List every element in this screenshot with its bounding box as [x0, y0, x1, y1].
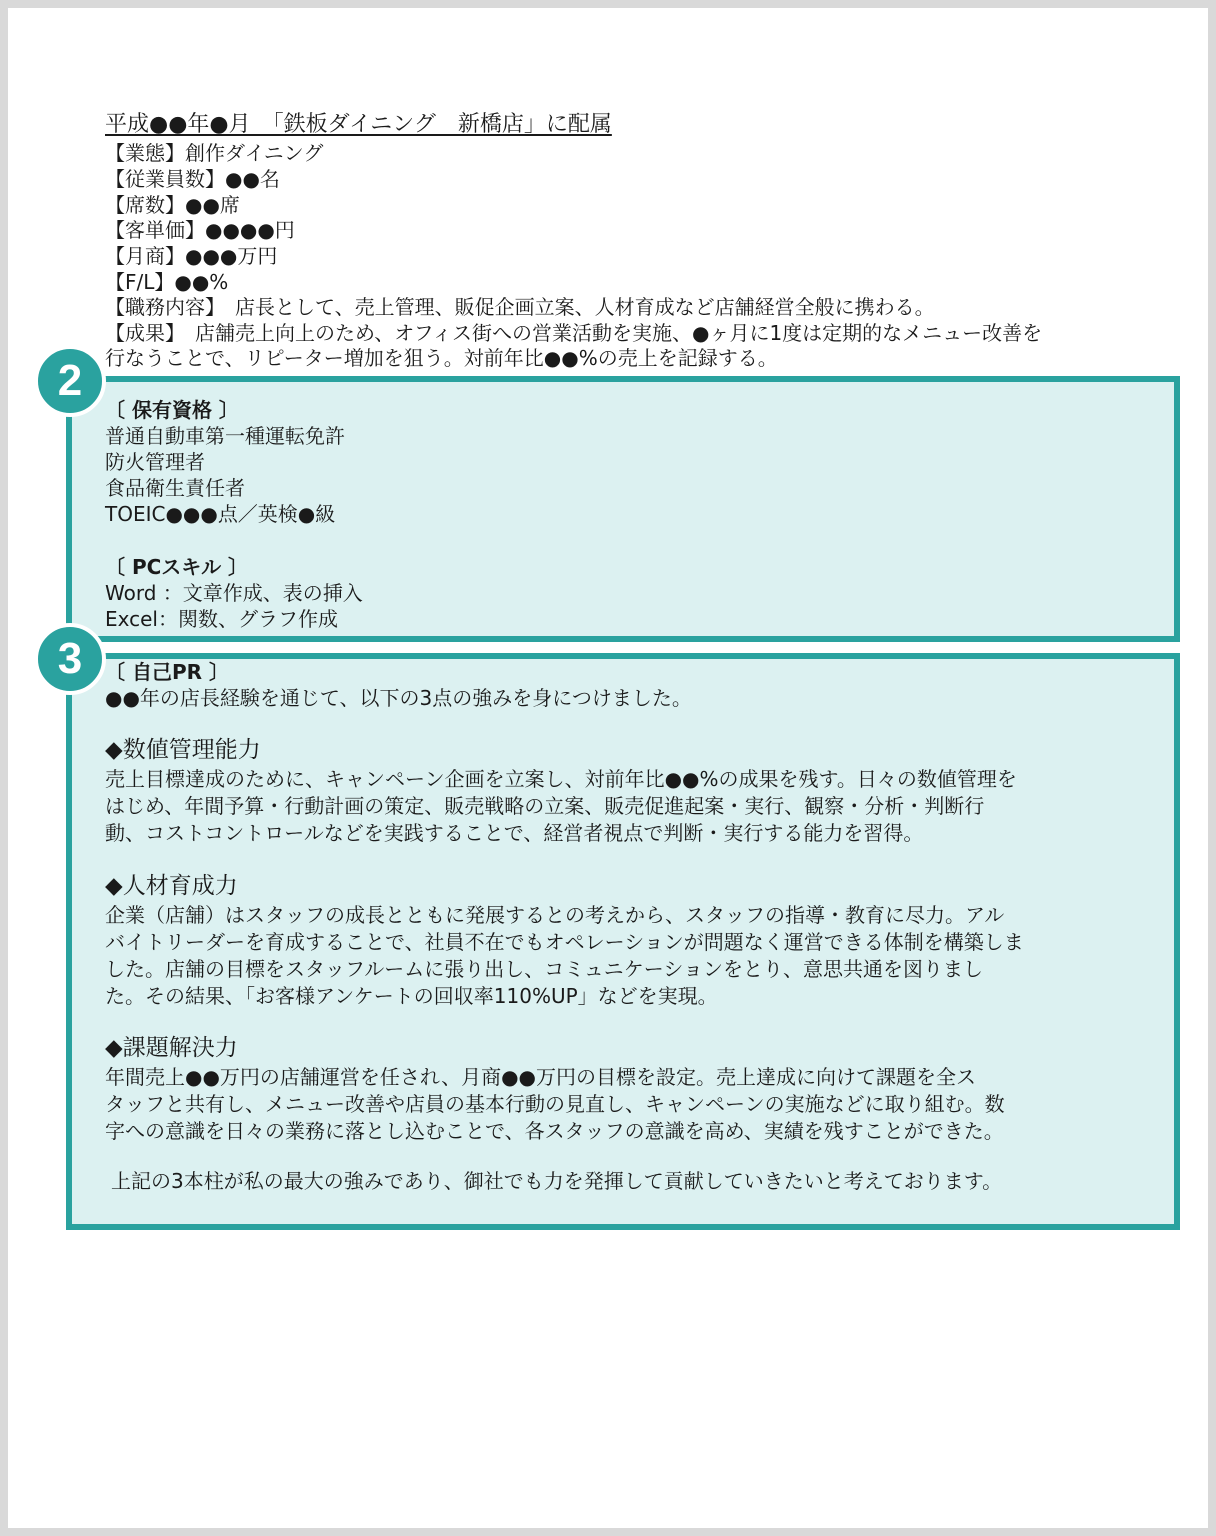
strength-heading-numbers: ◆数値管理能力 — [105, 737, 261, 763]
strength-text-line: た。その結果、「お客様アンケートの回収率110%UP」などを実現。 — [105, 984, 718, 1008]
qualification-item: 普通自動車第一種運転免許 — [105, 424, 345, 448]
strength-text-line: した。店舗の目標をスタッフルームに張り出し、コミュニケーションをとり、意思共通を図りまし — [105, 957, 983, 981]
career-detail-staff: 【従業員数】●●名 — [105, 167, 280, 191]
career-detail-unit-price: 【客単価】●●●●円 — [105, 218, 295, 242]
pc-skills-title: 〔 PCスキル 〕 — [105, 555, 249, 579]
career-detail-results: 【成果】 店舗売上向上のため、オフィス街への営業活動を実施、●ヶ月に1度は定期的なメニュー改善を — [105, 321, 1043, 345]
pc-skill-item: Excel：関数、グラフ作成 — [105, 607, 338, 631]
pc-skill-item: Word ：文章作成、表の挿入 — [105, 581, 363, 605]
document-page — [8, 8, 1208, 1528]
career-detail-monthly-sales: 【月商】●●●万円 — [105, 244, 278, 268]
qualification-item: 防火管理者 — [105, 450, 205, 474]
strength-text-line: 売上目標達成のために、キャンペーン企画を立案し、対前年比●●%の成果を残す。日々の数値管理を — [105, 767, 1017, 791]
self-pr-intro: ●●年の店長経験を通じて、以下の3点の強みを身につけました。 — [105, 686, 692, 710]
strength-heading-problem: ◆課題解決力 — [105, 1035, 238, 1061]
strength-text-line: タッフと共有し、メニュー改善や店員の基本行動の見直し、キャンペーンの実施などに取り組む。数 — [105, 1092, 1005, 1116]
career-detail-duties: 【職務内容】 店長として、売上管理、販促企画立案、人材育成など店舗経営全般に携わる。 — [105, 295, 935, 319]
self-pr-title: 〔 自己PR 〕 — [105, 660, 229, 684]
career-detail-seats: 【席数】●●席 — [105, 193, 240, 217]
career-detail-results-cont: 行なうことで、リピーター増加を狙う。対前年比●●%の売上を記録する。 — [105, 346, 778, 370]
strength-text-line: 企業（店舗）はスタッフの成長とともに発展するとの考えから、スタッフの指導・教育に尽力。アル — [105, 903, 1005, 927]
strength-text-line: バイトリーダーを育成することで、社員不在でもオペレーションが問題なく運営できる体制を構築しま — [105, 930, 1024, 954]
strength-text-line: 字への意識を日々の業務に落とし込むことで、各スタッフの意識を高め、実績を残すことができた。 — [105, 1119, 1004, 1143]
badge-3: 3 — [34, 623, 106, 695]
strength-text-line: 動、コストコントロールなどを実践することで、経営者視点で判断・実行する能力を習得。 — [105, 821, 924, 845]
career-detail-type: 【業態】創作ダイニング — [105, 141, 324, 165]
strength-heading-talent: ◆人材育成力 — [105, 873, 238, 899]
qualification-item: TOEIC●●●点／英検●級 — [105, 502, 336, 526]
career-heading: 平成●●年●月 「鉄板ダイニング 新橋店」に配属 — [105, 112, 612, 137]
qualifications-title: 〔 保有資格 〕 — [105, 398, 239, 422]
strength-text-line: はじめ、年間予算・行動計画の策定、販売戦略の立案、販売促進起案・実行、観察・分析・判断行 — [105, 794, 985, 818]
career-detail-fl: 【F/L】●●% — [105, 270, 229, 294]
strength-text-line: 年間売上●●万円の店舗運営を任され、月商●●万円の目標を設定。売上達成に向けて課題を全ス — [105, 1065, 977, 1089]
badge-2: 2 — [34, 345, 106, 417]
qualification-item: 食品衛生責任者 — [105, 476, 245, 500]
self-pr-closing: 上記の3本柱が私の最大の強みであり、御社でも力を発揮して貢献していきたいと考えております。 — [111, 1169, 1003, 1193]
